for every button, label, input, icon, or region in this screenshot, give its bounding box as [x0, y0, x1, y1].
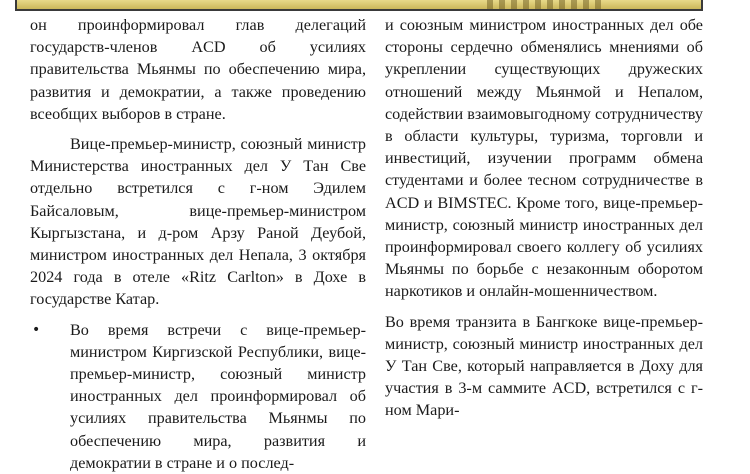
left-paragraph-1: он проинформировал глав делегаций государств-членов ACD об усилиях правительства Мьянмы по обеспечению мира, развития и демократии, а также проведению всеобщих выборов в стране. — [30, 16, 366, 123]
right-paragraph-1: и союзным министром иностранных дел обе стороны сердечно обменялись мнениями об укреплении существующих дружеских отношений между Мьянмой и Непалом, содействии взаимовыгодному сотрудничеству в области культуры, туризма, торговли и инвестиций, изучении программ обмена студентами и более тесном сотрудничестве в ACD и BIMSTEC. Кроме того, вице-премьер-министр, союзный министр иностранных дел проинформировал своего коллегу об усилиях Мьянмы по борьбе с незаконным оборотом наркотиков и онлайн-мошенничеством. — [385, 16, 703, 301]
bullet-icon: • — [32, 321, 41, 338]
left-paragraph-2: Вице-премьер-министр, союзный министр Министерства иностранных дел У Тан Све отдельно встретился с г-ном Эдилем Байсаловым, вице-премьер-министром Кыргызстана, и д-ром Арзу Раной Деубой, министром иностранных дел Непала, 3 октября 2024 года в отеле «Ritz Carlton» в Дохе в государстве Катар. — [30, 135, 366, 309]
right-column — [385, 14, 703, 422]
header-banner — [15, 0, 703, 11]
bullet-item — [30, 319, 366, 474]
bullet-text: Во время встречи с вице-премьер-министром Киргизской Республики, вице-премьер-министр, союзный министр иностранных дел проинформировал об усилиях правительства Мьянмы по обеспечению мира, развития и демократии в стране и о послед- — [70, 320, 366, 472]
left-column — [30, 14, 366, 474]
banner-decoration — [487, 0, 607, 9]
right-paragraph-2: Во время транзита в Бангкоке вице-премьер-министр, союзный министр иностранных дел У Тан Све, который направляется в Доху для участия в 3-м саммите ACD, встретился с г-ном Мари- — [385, 312, 703, 420]
